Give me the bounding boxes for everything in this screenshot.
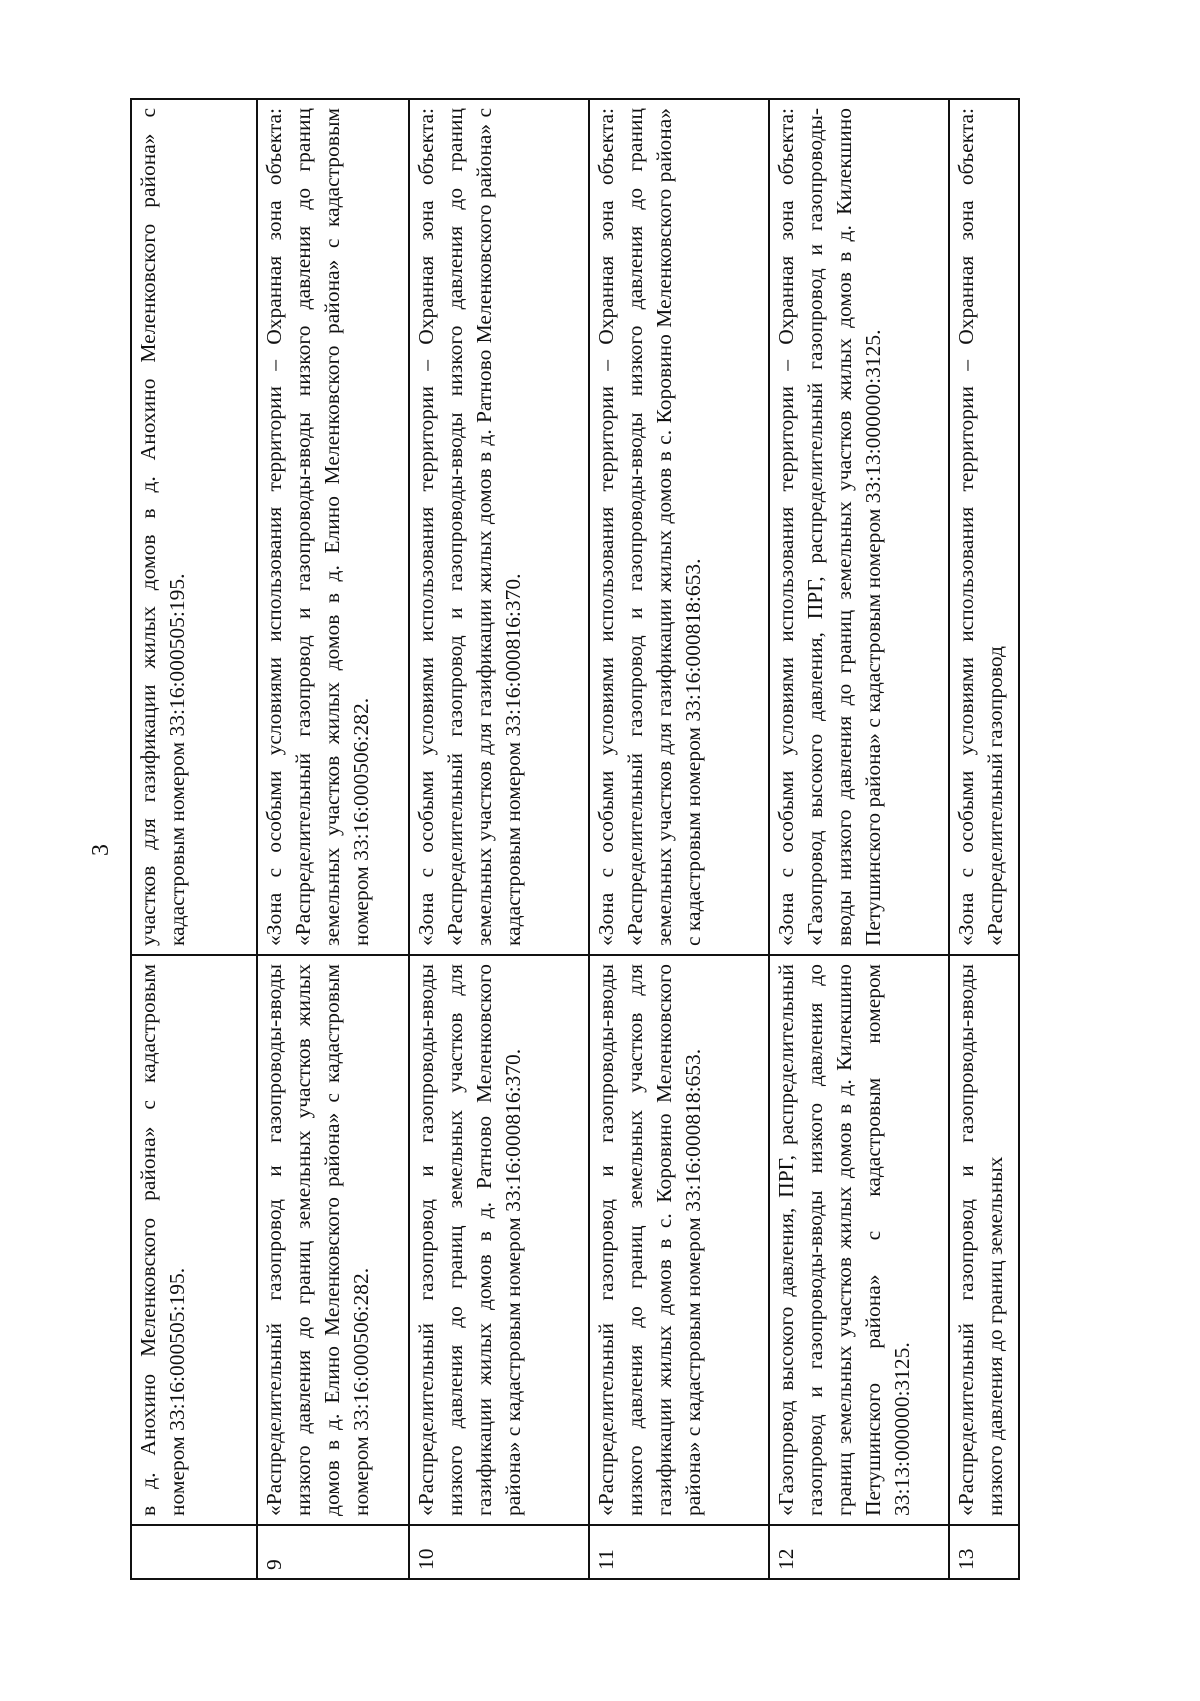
object-name-cell: в д. Анохино Меленковского района» с кадастровым номером 33:16:000505:195. [131, 955, 257, 1525]
table-row [589, 99, 769, 1579]
row-number-cell: 12 [769, 1525, 949, 1579]
zone-description-cell: «Зона с особыми условиями использования территории – Охранная зона объекта: «Распределительный газопровод и газопроводы-вводы низкого давления до границ земельных участков для газификации жилых домов в д. Ратново Меленковского района» с кадастровым номером 33:16:000816:370. [409, 99, 589, 955]
object-name-cell: «Распределительный газопровод и газопроводы-вводы низкого давления до границ земельных участков для газификации жилых домов в с. Коровино Меленковского района» с кадастровым номером 33:16:000818:653. [589, 955, 769, 1525]
row-number-cell: 10 [409, 1525, 589, 1579]
object-name-cell: «Распределительный газопровод и газопроводы-вводы низкого давления до границ земельных участков для газификации жилых домов в д. Ратново Меленковского района» с кадастровым номером 33:16:000816:370. [409, 955, 589, 1525]
zone-description-cell: участков для газификации жилых домов в д. Анохино Меленковского района» с кадастровым номером 33:16:000505:195. [131, 99, 257, 955]
page-number: 3 [88, 844, 114, 856]
table-row [949, 99, 1019, 1579]
table-row [131, 99, 257, 1579]
row-number-cell: 13 [949, 1525, 1019, 1579]
rotated-table-container [130, 100, 1055, 1580]
object-name-cell: «Газопровод высокого давления, ПРГ, распределительный газопровод и газопроводы-вводы низкого давления до границ земельных участков жилых домов в д. Килекшино Петушинского района» с кадастровым номером 33:13:000000:3125. [769, 955, 949, 1525]
row-number-cell: 11 [589, 1525, 769, 1579]
table-row [409, 99, 589, 1579]
row-number-cell [131, 1525, 257, 1579]
zone-description-cell: «Зона с особыми условиями использования территории – Охранная зона объекта: «Распределительный газопровод и газопроводы-вводы низкого давления до границ земельных участков жилых домов в д. Елино Меленковского района» с кадастровым номером 33:16:000506:282. [257, 99, 409, 955]
row-number-cell: 9 [257, 1525, 409, 1579]
zone-description-cell: «Зона с особыми условиями использования территории – Охранная зона объекта: «Газопровод высокого давления, ПРГ, распределительный газопровод и газопроводы-вводы низкого давления до границ земельных участков жилых домов в д. Килекшино Петушинского района» с кадастровым номером 33:13:000000:3125. [769, 99, 949, 955]
table-row [769, 99, 949, 1579]
object-name-cell: «Распределительный газопровод и газопроводы-вводы низкого давления до границ земельных участков жилых домов в д. Елино Меленковского района» с кадастровым номером 33:16:000506:282. [257, 955, 409, 1525]
zone-description-cell: «Зона с особыми условиями использования территории – Охранная зона объекта: «Распределительный газопровод [949, 99, 1019, 955]
table-row [257, 99, 409, 1579]
object-name-cell: «Распределительный газопровод и газопроводы-вводы низкого давления до границ земельных [949, 955, 1019, 1525]
zone-description-cell: «Зона с особыми условиями использования территории – Охранная зона объекта: «Распределительный газопровод и газопроводы-вводы низкого давления до границ земельных участков для газификации жилых домов в с. Коровино Меленковского района» с кадастровым номером 33:16:000818:653. [589, 99, 769, 955]
gas-pipeline-zones-table [130, 98, 1020, 1580]
